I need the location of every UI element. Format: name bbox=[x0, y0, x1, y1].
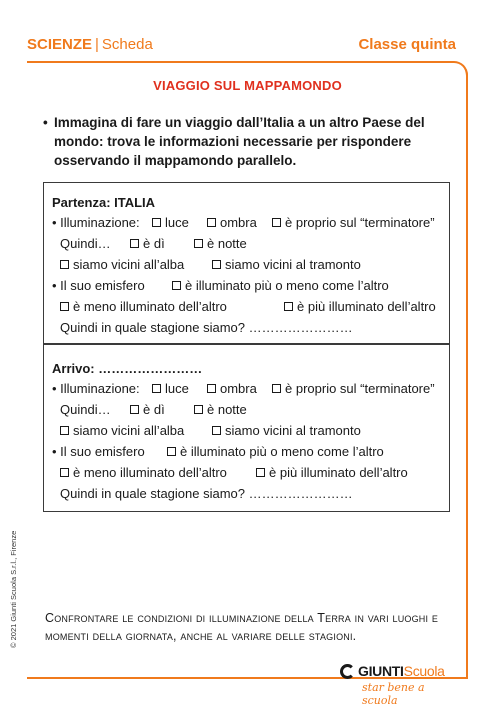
checkbox[interactable] bbox=[172, 281, 181, 290]
option-terminatore[interactable]: è proprio sul “terminatore” bbox=[272, 215, 435, 230]
option-hemi-equal[interactable]: è illuminato più o meno come l’altro bbox=[167, 444, 384, 459]
hemisphere-label: • Il suo emisfero bbox=[52, 444, 145, 459]
checkbox[interactable] bbox=[212, 260, 221, 269]
departure-label: Partenza: ITALIA bbox=[52, 195, 156, 210]
grade-label: Classe quinta bbox=[358, 36, 456, 53]
option-luce[interactable]: luce bbox=[152, 215, 189, 230]
intro-text: Immagina di fare un viaggio dall’Italia a un altro Paese del mondo: trova le informazioni necessarie per rispondere osservando il mappamondo parallelo. bbox=[54, 115, 425, 168]
logo-g-icon bbox=[340, 664, 355, 679]
option-ombra[interactable]: ombra bbox=[207, 381, 257, 396]
checkbox[interactable] bbox=[256, 468, 265, 477]
worksheet-header bbox=[27, 34, 456, 58]
logo-tagline: star bene a scuola bbox=[362, 681, 425, 707]
illumination-label: • Illuminazione: bbox=[52, 215, 140, 230]
departure-season-question[interactable]: Quindi in quale stagione siamo? …………………… bbox=[60, 320, 353, 335]
checkbox[interactable] bbox=[60, 468, 69, 477]
learning-objective: Confrontare le condizioni di illuminazione della Terra in vari luoghi e momenti della giornata, anche al variare delle stagioni. bbox=[45, 611, 439, 643]
option-hemi-less[interactable]: è meno illuminato dell’altro bbox=[60, 299, 227, 314]
intro-bullet: • bbox=[43, 115, 48, 130]
sheet-type: Scheda bbox=[101, 36, 153, 53]
option-hemi-more[interactable]: è più illuminato dell’altro bbox=[284, 299, 436, 314]
option-terminatore[interactable]: è proprio sul “terminatore” bbox=[272, 381, 435, 396]
quindi-label: Quindi… bbox=[60, 236, 111, 251]
option-ombra[interactable]: ombra bbox=[207, 215, 257, 230]
checkbox[interactable] bbox=[167, 447, 176, 456]
checkbox[interactable] bbox=[207, 218, 216, 227]
checkbox[interactable] bbox=[60, 260, 69, 269]
option-luce[interactable]: luce bbox=[152, 381, 189, 396]
checkbox[interactable] bbox=[152, 384, 161, 393]
worksheet-title: VIAGGIO SUL MAPPAMONDO bbox=[153, 78, 342, 93]
option-e-notte[interactable]: è notte bbox=[194, 236, 247, 251]
option-e-di[interactable]: è dì bbox=[130, 236, 165, 251]
checkbox[interactable] bbox=[272, 218, 281, 227]
option-alba[interactable]: siamo vicini all’alba bbox=[60, 423, 184, 438]
checkbox[interactable] bbox=[284, 302, 293, 311]
giunti-scuola-logo bbox=[340, 663, 460, 707]
option-tramonto[interactable]: siamo vicini al tramonto bbox=[212, 257, 361, 272]
subject-label bbox=[27, 36, 153, 53]
checkbox[interactable] bbox=[212, 426, 221, 435]
hemisphere-label: • Il suo emisfero bbox=[52, 278, 145, 293]
intro-instruction bbox=[43, 113, 443, 170]
option-hemi-equal[interactable]: è illuminato più o meno come l’altro bbox=[172, 278, 389, 293]
checkbox[interactable] bbox=[272, 384, 281, 393]
option-alba[interactable]: siamo vicini all’alba bbox=[60, 257, 184, 272]
subject-name: SCIENZE bbox=[27, 36, 93, 53]
checkbox[interactable] bbox=[207, 384, 216, 393]
header-separator: | bbox=[95, 36, 99, 53]
option-e-notte[interactable]: è notte bbox=[194, 402, 247, 417]
checkbox[interactable] bbox=[130, 405, 139, 414]
quindi-label: Quindi… bbox=[60, 402, 111, 417]
checkbox[interactable] bbox=[60, 426, 69, 435]
illumination-label: • Illuminazione: bbox=[52, 381, 140, 396]
copyright-notice: © 2021 Giunti Scuola S.r.l., Firenze bbox=[9, 530, 18, 648]
arrival-label[interactable]: Arrivo: …………………… bbox=[52, 361, 203, 376]
checkbox[interactable] bbox=[194, 405, 203, 414]
departure-box bbox=[43, 182, 450, 344]
arrival-box bbox=[43, 344, 450, 512]
option-e-di[interactable]: è dì bbox=[130, 402, 165, 417]
checkbox[interactable] bbox=[130, 239, 139, 248]
checkbox[interactable] bbox=[152, 218, 161, 227]
checkbox[interactable] bbox=[194, 239, 203, 248]
logo-wordmark: GIUNTIScuola bbox=[358, 663, 445, 679]
checkbox[interactable] bbox=[60, 302, 69, 311]
option-hemi-less[interactable]: è meno illuminato dell’altro bbox=[60, 465, 227, 480]
option-hemi-more[interactable]: è più illuminato dell’altro bbox=[256, 465, 408, 480]
arrival-season-question[interactable]: Quindi in quale stagione siamo? …………………… bbox=[60, 486, 353, 501]
option-tramonto[interactable]: siamo vicini al tramonto bbox=[212, 423, 361, 438]
